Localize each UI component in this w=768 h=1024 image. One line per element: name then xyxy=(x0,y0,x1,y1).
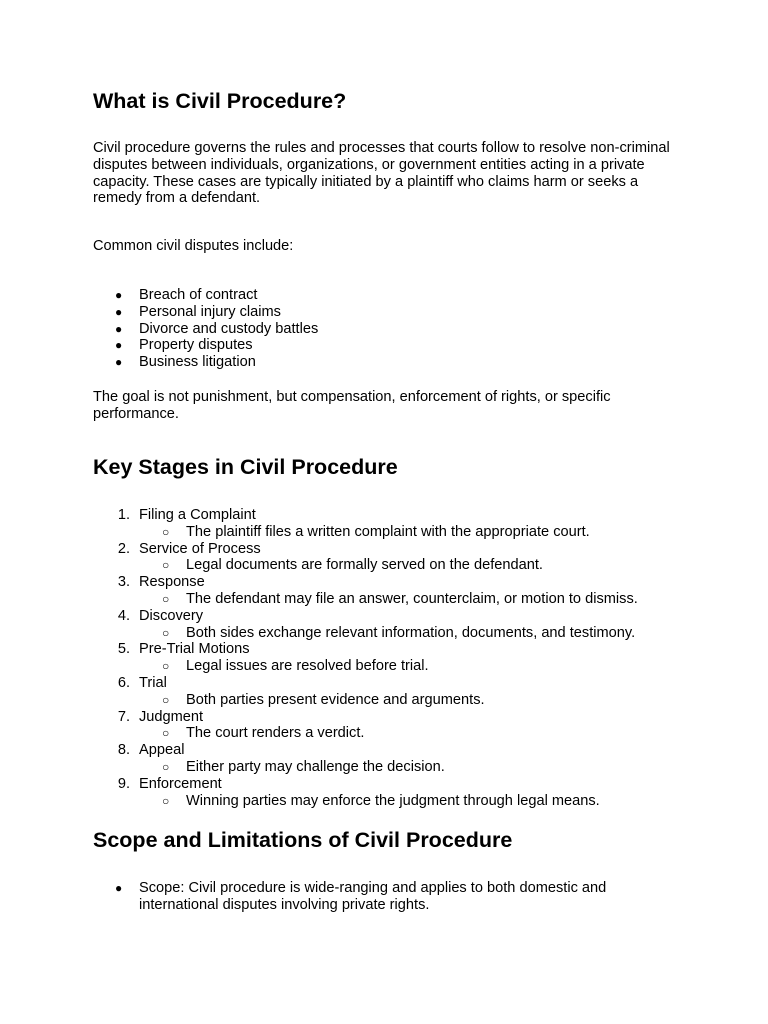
stage-number: 6. xyxy=(117,674,130,691)
stage-item xyxy=(93,742,683,776)
list-item-text: Property disputes xyxy=(139,337,253,354)
circle-bullet-icon: ○ xyxy=(162,558,170,573)
stage-item xyxy=(93,675,683,709)
heading-key-stages: Key Stages in Civil Procedure xyxy=(93,455,398,479)
bullet-icon: ● xyxy=(115,881,123,895)
scope-list xyxy=(93,880,683,914)
list-item-text: Divorce and custody battles xyxy=(139,320,319,337)
stage-detail: The defendant may file an answer, counterclaim, or motion to dismiss. xyxy=(186,590,638,607)
disputes-list xyxy=(93,287,683,371)
stage-title: Appeal xyxy=(139,742,185,759)
list-item-text: Breach of contract xyxy=(139,287,258,303)
bullet-icon: ● xyxy=(115,338,123,353)
list-item xyxy=(93,880,683,914)
stage-title: Service of Process xyxy=(139,540,261,557)
stage-item xyxy=(93,709,683,743)
circle-bullet-icon: ○ xyxy=(162,591,170,606)
goal-paragraph: The goal is not punishment, but compensation, enforcement of rights, or specific performance. xyxy=(93,389,611,422)
stage-detail-item xyxy=(139,725,683,742)
bullet-icon: ● xyxy=(115,288,123,302)
circle-bullet-icon: ○ xyxy=(162,726,170,741)
circle-bullet-icon: ○ xyxy=(162,692,170,707)
stage-detail: Legal documents are formally served on the defendant. xyxy=(186,557,543,574)
stage-detail: Either party may challenge the decision. xyxy=(186,758,445,775)
list-item xyxy=(93,321,683,338)
stage-title: Judgment xyxy=(139,708,204,725)
stage-number: 1. xyxy=(117,507,130,523)
stage-detail: Winning parties may enforce the judgment through legal means. xyxy=(186,792,600,809)
circle-bullet-icon: ○ xyxy=(162,659,170,674)
stage-detail: Both parties present evidence and arguments. xyxy=(186,691,485,708)
stage-detail-item xyxy=(139,557,683,574)
stage-item xyxy=(93,641,683,675)
list-item-text: Scope: Civil procedure is wide-ranging and applies to both domestic and international disputes involving private rights. xyxy=(139,880,607,913)
stage-detail-item xyxy=(139,524,683,541)
heading-what-is-civil-procedure: What is Civil Procedure? xyxy=(93,89,347,113)
stage-number: 9. xyxy=(117,775,130,792)
stage-detail: Both sides exchange relevant information, documents, and testimony. xyxy=(186,624,636,641)
list-item xyxy=(93,354,683,371)
circle-bullet-icon: ○ xyxy=(162,524,170,539)
stage-item xyxy=(93,608,683,642)
stage-detail-item xyxy=(139,591,683,608)
stage-detail: The court renders a verdict. xyxy=(186,725,365,742)
circle-bullet-icon: ○ xyxy=(162,625,170,640)
stage-number: 8. xyxy=(117,742,130,759)
stage-title: Trial xyxy=(139,674,167,691)
list-item xyxy=(93,287,683,304)
stage-detail: Legal issues are resolved before trial. xyxy=(186,658,429,675)
stage-item xyxy=(93,776,683,810)
list-item-text: Personal injury claims xyxy=(139,303,281,320)
stage-detail-item xyxy=(139,692,683,709)
stage-number: 4. xyxy=(117,607,130,624)
stage-number: 5. xyxy=(117,641,130,658)
stage-item xyxy=(93,541,683,575)
circle-bullet-icon: ○ xyxy=(162,793,170,808)
bullet-icon: ● xyxy=(115,355,123,370)
circle-bullet-icon: ○ xyxy=(162,759,170,774)
stage-item xyxy=(93,574,683,608)
stage-item xyxy=(93,507,683,541)
intro-paragraph: Civil procedure governs the rules and processes that courts follow to resolve non-criminal disputes between individuals, organizations, or government entities acting in a private capacity. These cases are typically initiated by a plaintiff who claims harm or seeks a remedy from a defendant. xyxy=(93,140,670,207)
stage-title: Pre-Trial Motions xyxy=(139,641,250,658)
stage-title: Enforcement xyxy=(139,775,222,792)
stage-title: Response xyxy=(139,574,205,591)
stage-detail-item xyxy=(139,793,683,810)
stage-detail-item xyxy=(139,658,683,675)
stage-number: 2. xyxy=(117,540,130,557)
list-item xyxy=(93,304,683,321)
stage-detail-item xyxy=(139,625,683,642)
bullet-icon: ● xyxy=(115,321,123,336)
stages-list xyxy=(93,507,683,809)
stage-title: Filing a Complaint xyxy=(139,507,256,523)
stage-detail-item xyxy=(139,759,683,776)
stage-title: Discovery xyxy=(139,607,204,624)
heading-scope-and-limitations: Scope and Limitations of Civil Procedure xyxy=(93,828,513,852)
stage-number: 7. xyxy=(117,708,130,725)
disputes-intro: Common civil disputes include: xyxy=(93,238,294,254)
list-item xyxy=(93,337,683,354)
bullet-icon: ● xyxy=(115,304,123,319)
stage-number: 3. xyxy=(117,574,130,591)
stage-detail: The plaintiff files a written complaint with the appropriate court. xyxy=(186,523,590,540)
list-item-text: Business litigation xyxy=(139,354,256,371)
